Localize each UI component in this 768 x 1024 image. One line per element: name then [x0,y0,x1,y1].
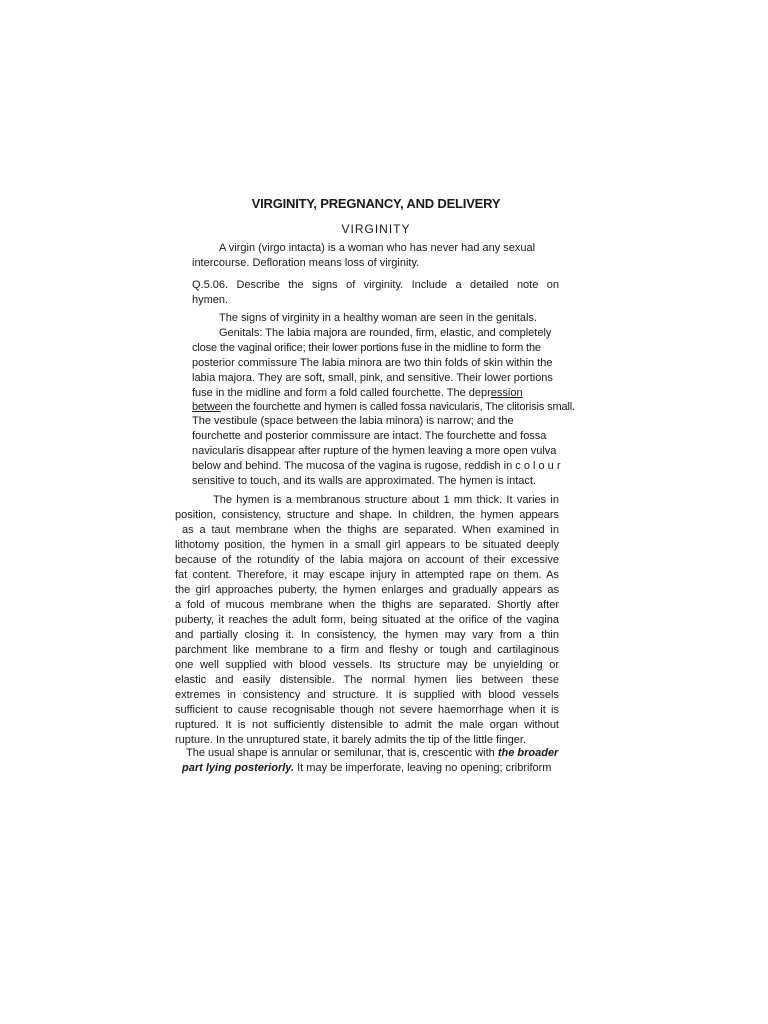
shape-line [182,761,551,776]
hymen-line: rupture. In the unruptured state, it barely admits the tip of the little finger. [175,734,526,746]
signs-line: fourchette and posterior commissure are intact. The fourchette and fossa [192,430,547,442]
signs-text: fuse in the midline and form a fold called fourchette. The depr [192,387,491,399]
shape-text: It may be imperforate, leaving no opening; cribriform [297,762,552,774]
hymen-line: and partially closing it. In consistency, the hymen may vary from a thin [175,629,559,641]
signs-line: The signs of virginity in a healthy woman are seen in the genitals. [219,312,537,324]
hymen-line: because of the rotundity of the labia majora on account of their excessive [175,554,559,566]
hymen-line: the girl approaches puberty, the hymen enlarges and gradually appears as [175,584,559,596]
hymen-line: extremes in consistency and structure. It is supplied with blood vessels [175,689,559,701]
question-line: Q.5.06. Describe the signs of virginity. Include a detailed note on [192,279,559,291]
signs-line: The vestibule (space between the labia minora) is narrow; and the [192,415,514,427]
hymen-line: fat content. Therefore, it may escape injury in attempted rape on them. As [175,569,559,581]
signs-line: below and behind. The mucosa of the vagina is rugose, reddish in c o l o u r [192,460,561,472]
hymen-line: as a taut membrane when the thighs are separated. When examined in [182,524,559,536]
signs-text: en the fourchette and hymen is called fossa navicularis, The clitorisis small. [220,401,575,413]
hymen-line: ruptured. It is not sufficiently distensible to admit the male organ without [175,719,559,731]
emphasis-text: the broader [497,747,559,759]
hymen-line: position, consistency, structure and shape. In children, the hymen appears [175,509,559,521]
hymen-line: one well supplied with blood vessels. Its structure may be unyielding or [175,659,559,671]
hymen-line: puberty, it reaches the adult form, being situated at the orifice of the vagina [175,614,559,626]
underlined-text: betwe [192,401,221,413]
signs-line [192,386,523,401]
signs-line: posterior commissure The labia minora are two thin folds of skin within the [192,357,553,369]
intro-line: A virgin (virgo intacta) is a woman who has never had any sexual [219,242,536,254]
hymen-line: The hymen is a membranous structure about 1 mm thick. It varies in [213,494,559,506]
hymen-line: parchment like membrane to a firm and fleshy or tough and cartilaginous [175,644,559,656]
hymen-line: lithotomy position, the hymen in a small girl appears to be situated deeply [175,539,559,551]
emphasis-text: part lying posteriorly. [182,762,295,774]
intro-line: intercourse. Defloration means loss of virginity. [192,257,420,269]
shape-text: The usual shape is annular or semilunar, that is, crescentic with [186,747,495,759]
shape-line [186,746,558,761]
signs-line: sensitive to touch, and its walls are approximated. The hymen is intact. [192,475,537,487]
section-heading: VIRGINITY [341,222,411,236]
question-line: hymen. [192,294,229,306]
signs-line: close the vaginal orifice; their lower portions fuse in the midline to form the [192,342,541,354]
hymen-line: elastic and easily distensible. The normal hymen lies between these [175,674,559,686]
underlined-text: ession [490,387,523,399]
chapter-title: VIRGINITY, PREGNANCY, AND DELIVERY [251,196,501,211]
hymen-line: a fold of mucous membrane when the thighs are separated. Shortly after [175,599,559,611]
signs-line: Genitals: The labia majora are rounded, firm, elastic, and completely [219,327,552,339]
hymen-line: sufficient to cause recognisable though not severe haemorrhage when it is [175,704,559,716]
signs-line: navicularis disappear after rupture of the hymen leaving a more open vulva [192,445,557,457]
signs-line: labia majora. They are soft, small, pink, and sensitive. Their lower portions [192,372,553,384]
signs-line [192,400,575,415]
